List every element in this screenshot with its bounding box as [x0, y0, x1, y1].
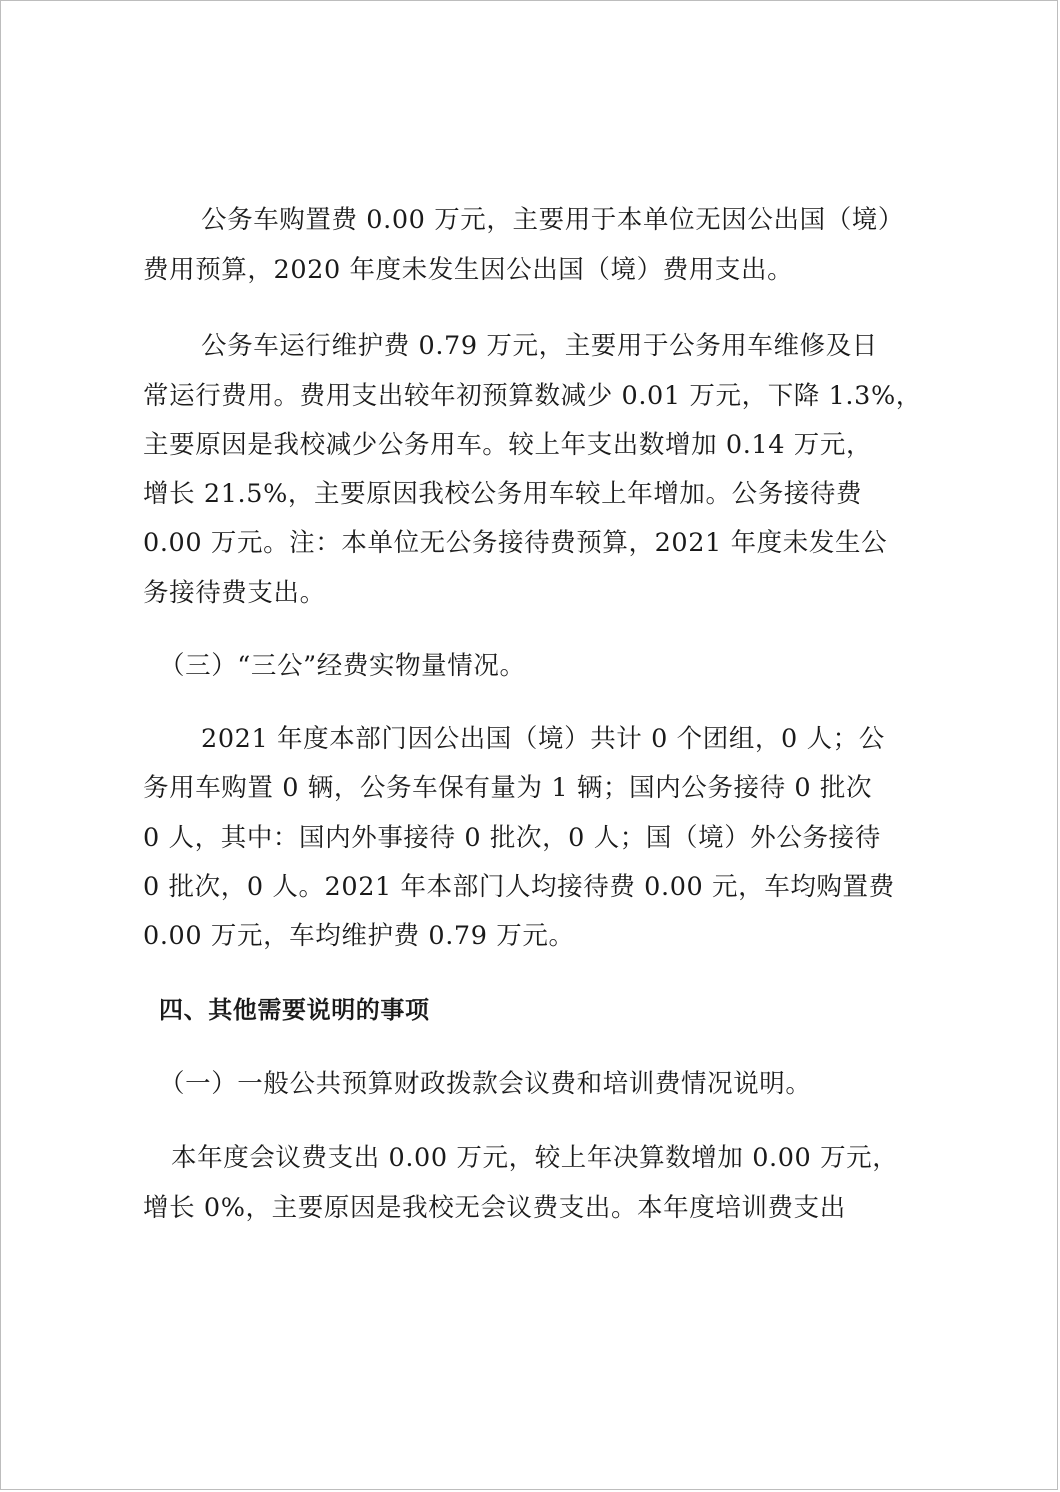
paragraph-line: 增长 21.5%，主要原因我校公务用车较上年增加。公务接待费: [143, 479, 863, 509]
section-heading: （三）“三公”经费实物量情况。: [159, 651, 526, 681]
paragraph-line: 务接待费支出。: [143, 578, 326, 608]
paragraph-line: 主要原因是我校减少公务用车。较上年支出数增加 0.14 万元，: [143, 430, 873, 460]
paragraph-line: 公务车购置费 0.00 万元，主要用于本单位无因公出国（境）: [201, 205, 904, 235]
paragraph-line: 0.00 万元。注：本单位无公务接待费预算，2021 年度未发生公: [143, 528, 888, 558]
chapter-heading: 四、其他需要说明的事项: [159, 996, 430, 1024]
paragraph-line: 务用车购置 0 辆，公务车保有量为 1 辆；国内公务接待 0 批次: [143, 773, 873, 803]
paragraph-line: 2021 年度本部门因公出国（境）共计 0 个团组，0 人；公: [201, 724, 885, 754]
paragraph-line: 费用预算，2020 年度未发生因公出国（境）费用支出。: [143, 255, 794, 285]
paragraph-line: 本年度会议费支出 0.00 万元，较上年决算数增加 0.00 万元，: [171, 1143, 899, 1173]
paragraph-line: 0 人，其中：国内外事接待 0 批次，0 人；国（境）外公务接待: [143, 823, 881, 853]
paragraph-line: 公务车运行维护费 0.79 万元，主要用于公务用车维修及日: [201, 331, 878, 361]
paragraph-line: 常运行费用。费用支出较年初预算数减少 0.01 万元，下降 1.3%，: [143, 381, 922, 411]
paragraph-line: 0 批次，0 人。2021 年本部门人均接待费 0.00 元，车均购置费: [143, 872, 895, 902]
paragraph-line: 0.00 万元，车均维护费 0.79 万元。: [143, 921, 575, 951]
paragraph-line: 增长 0%，主要原因是我校无会议费支出。本年度培训费支出: [143, 1193, 846, 1223]
section-heading: （一）一般公共预算财政拨款会议费和培训费情况说明。: [159, 1069, 812, 1099]
